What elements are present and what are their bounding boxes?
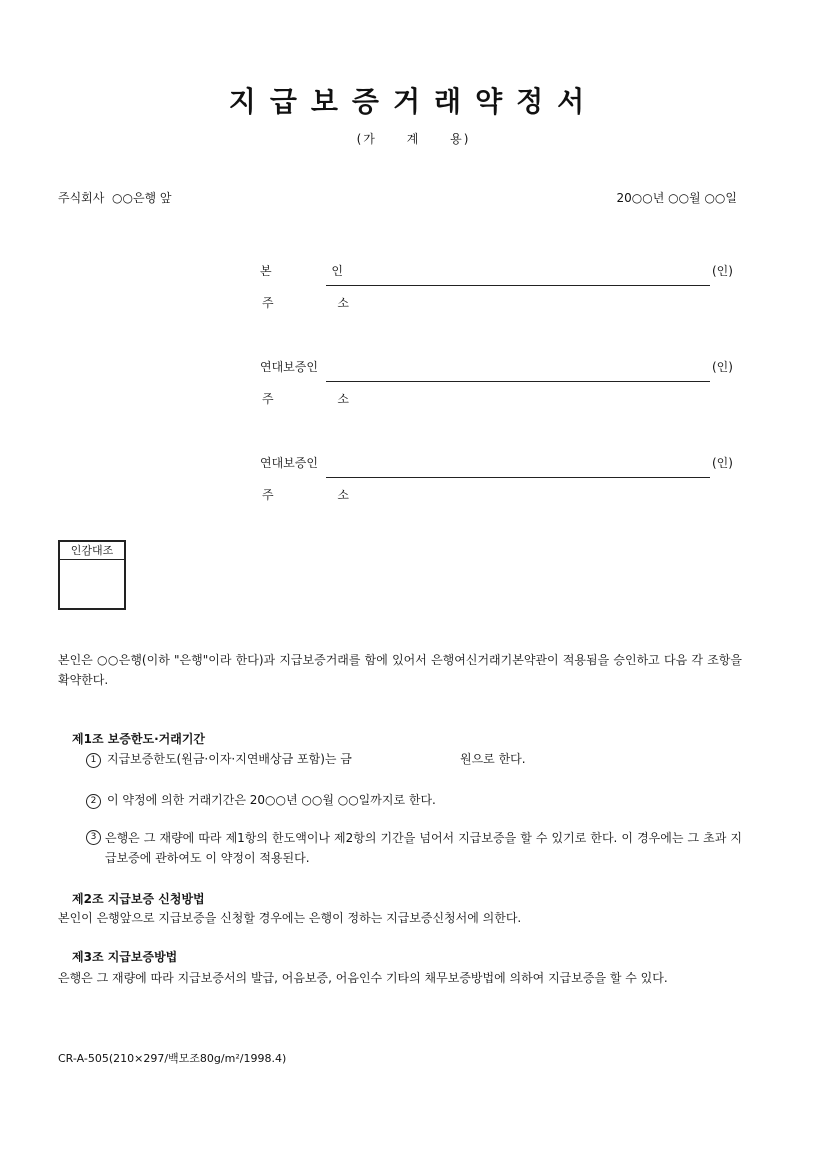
guarantor-2-seal: (인): [712, 456, 733, 470]
article-1-item-2: [86, 791, 436, 809]
principal-signature-line[interactable]: [326, 285, 710, 286]
item-number: 3: [86, 830, 101, 845]
guarantor-1-address-label: 주 소: [262, 392, 379, 406]
seal-comparison-title: 인감대조: [60, 542, 124, 560]
item-text: 이 약정에 의한 거래기간은 20○○년 ○○월 ○○일까지로 한다.: [107, 793, 436, 807]
principal-label: 본 인: [260, 264, 371, 278]
article-1-title: 제1조 보증한도·거래기간: [72, 732, 206, 746]
addressee: 주식회사 ○○은행 앞: [58, 191, 172, 205]
article-2-text: 본인이 은행앞으로 지급보증을 신청할 경우에는 은행이 정하는 지급보증신청서에 의한다.: [58, 911, 522, 925]
article-3-text: 은행은 그 재량에 따라 지급보증서의 발급, 어음보증, 어음인수 기타의 채무보증방법에 의하여 지급보증을 할 수 있다.: [58, 971, 668, 985]
article-1-item-3-number: [86, 829, 107, 845]
principal-seal: (인): [712, 264, 733, 278]
item-number: 1: [86, 753, 101, 768]
item-number: 2: [86, 794, 101, 809]
intro-paragraph: 본인은 ○○은행(이하 "은행"이라 한다)과 지급보증거래를 함에 있어서 은행여신거래기본약관이 적용됨을 승인하고 다음 각 조항을 확약한다.: [58, 653, 742, 687]
contract-date: 20○○년 ○○월 ○○일: [616, 191, 737, 205]
seal-comparison-box: [58, 540, 126, 610]
guarantor-2-address-label: 주 소: [262, 488, 379, 502]
form-code: CR-A-505(210×297/백모조80g/m²/1998.4): [58, 1052, 287, 1065]
article-3-title: 제3조 지급보증방법: [72, 950, 178, 964]
article-1-item-3-text: 은행은 그 재량에 따라 제1항의 한도액이나 제2항의 기간을 넘어서 지급보증을 할 수 있기로 한다. 이 경우에는 그 초과 지급보증에 관하여도 이 약정이 적용된다.: [105, 831, 742, 865]
guarantor-2-signature-line[interactable]: [326, 477, 710, 478]
guarantor-2-label: 연대보증인: [260, 456, 318, 470]
principal-address-label: 주 소: [262, 296, 379, 310]
document-subtitle: (가 계 용): [356, 132, 471, 146]
guarantor-1-seal: (인): [712, 360, 733, 374]
item-text: 지급보증한도(원금·이자·지연배상금 포함)는 금: [107, 752, 352, 766]
article-2-title: 제2조 지급보증 신청방법: [72, 892, 205, 906]
article-1-item-1: [86, 750, 352, 768]
guarantor-1-label: 연대보증인: [260, 360, 318, 374]
document-title: 지급보증거래약정서: [228, 85, 599, 118]
article-1-item-1-suffix: 원으로 한다.: [460, 752, 526, 766]
guarantor-1-signature-line[interactable]: [326, 381, 710, 382]
